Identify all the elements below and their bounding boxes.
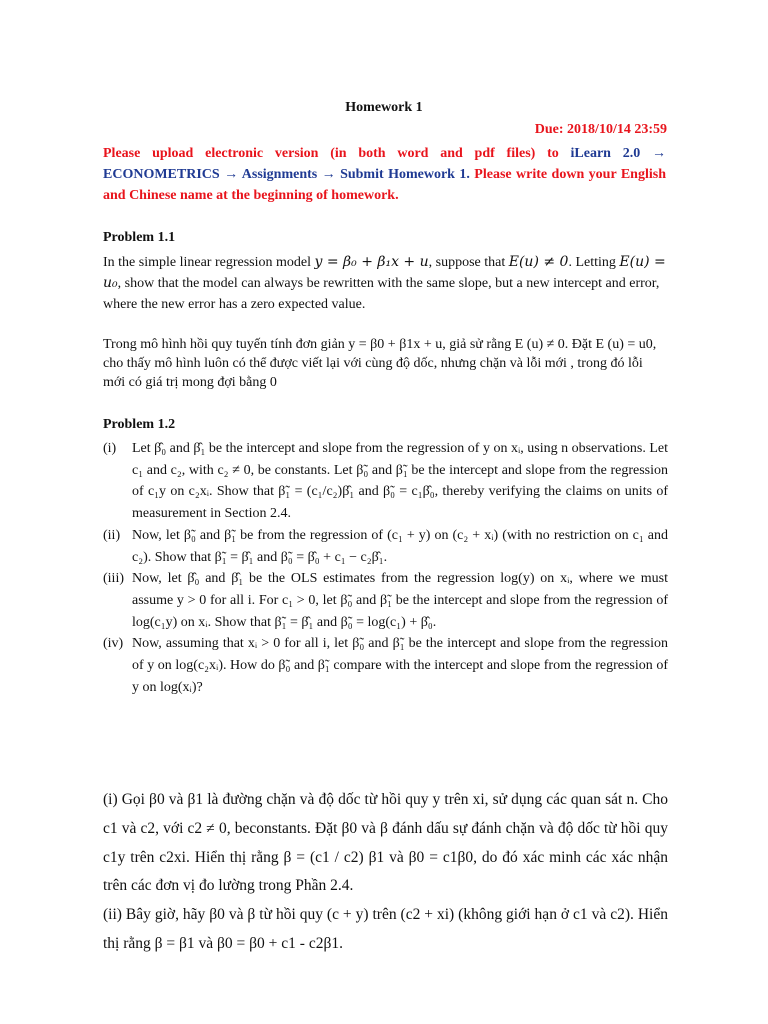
- problem-1-2-heading: Problem 1.2: [103, 417, 176, 432]
- item-text: Now, let β̂₀ and β̂₁ be the OLS estimates from the regression log(y) on xᵢ, where we must assume y > 0 for all i. For c₁ > 0, let β̃₀ and β̃₁ be the intercept and slope from the regression of log(c₁y) on xᵢ. Show that β̃₁ = β̂₁ and β̃₀ = log(c₁) + β̂₀.: [132, 571, 668, 630]
- p11-text-c: . Letting: [568, 255, 620, 270]
- p11-text-a: In the simple linear regression model: [103, 255, 315, 270]
- list-item: [103, 568, 668, 633]
- item-text: Let β̂₀ and β̂₁ be the intercept and slope from the regression of y on xᵢ, using n observations. Let c₁ and c₂, with c₂ ≠ 0, be constants. Let β̃₀ and β̃₁ be the intercept and slope from the regression of c₁y on c₂xᵢ. Show that β̃₁ = (c₁/c₂)β̂₁ and β̃₀ = c₁β̂₀, thereby verifying the claims on units of measurement in Section 2.4.: [132, 441, 668, 522]
- problem-1-2-list: [103, 438, 668, 698]
- vietnamese-paragraph-1: (i) Gọi β0 và β1 là đường chặn và độ dốc từ hồi quy y trên xi, sử dụng các quan sát n. Cho c1 và c2, với c2 ≠ 0, beconstants. Đặt β0 và β đánh dấu sự đánh chặn và độ dốc từ hồi quy c1y trên c2xi. Hiển thị rằng β = (c1 / c2) β1 và β0 = c1β0, do đó xác minh các xác nhận trên các đơn vị đo lường trong Phần 2.4.: [103, 791, 668, 895]
- item-number: (ii): [103, 527, 121, 543]
- item-text: Now, let β̃₀ and β̃₁ be from the regression of (c₁ + y) on (c₂ + xᵢ) (with no restriction on c₁ and c₂). Show that β̃₁ = β̂₁ and β̃₀ = β̂₀ + c₁ − c₂β̂₁.: [132, 527, 668, 565]
- problem-1-2-vietnamese: [103, 786, 668, 959]
- p11-equation-eu: E(u) ≠ 0: [508, 254, 569, 270]
- list-item: [103, 633, 668, 698]
- p11-equation-model: y = β₀ + β₁x + u: [314, 254, 429, 270]
- vietnamese-paragraph-2: (ii) Bây giờ, hãy β0 và β từ hồi quy (c + y) trên (c2 + xi) (không giới hạn ở c1 và c2). Hiển thị rằng β = β1 và β0 = β0 + c1 - c2β1.: [103, 906, 668, 952]
- upload-notice: [103, 143, 666, 206]
- due-date: Due: 2018/10/14 23:59: [534, 122, 667, 137]
- item-number: (i): [103, 441, 117, 456]
- notice-text-1: Please upload electronic version (in both word and pdf files) to: [103, 146, 571, 161]
- list-item: [103, 438, 668, 525]
- list-item: [103, 525, 668, 568]
- item-text: Now, assuming that xᵢ > 0 for all i, let β̃₀ and β̃₁ be the intercept and slope from the regression of y on log(c₂xᵢ). How do β̃₀ and β̃₁ compare with the intercept and slope from the regression of y on log(xᵢ)?: [132, 636, 668, 695]
- problem-1-1-heading: Problem 1.1: [103, 230, 176, 245]
- notice-text-2: Please write down your English and Chinese name at the beginning of homework.: [103, 167, 666, 203]
- p11-text-d: , show that the model can always be rewritten with the same slope, but a new intercept and error, where the new error has a zero expected value.: [103, 276, 660, 312]
- problem-1-1-vietnamese: Trong mô hình hồi quy tuyến tính đơn giản y = β0 + β1x + u, giả sử rằng E (u) ≠ 0. Đặt E (u) = u0, cho thấy mô hình luôn có thể được viết lại với cùng độ dốc, nhưng chặn và lỗi mới , trong đó lỗi mới có giá trị mong đợi bằng 0: [103, 337, 657, 390]
- item-number: (iii): [103, 571, 124, 587]
- p11-text-b: , suppose that: [428, 255, 509, 270]
- problem-1-1-text: [103, 252, 668, 315]
- item-number: (iv): [103, 636, 124, 652]
- p11-equation-u0: E(u) = u₀: [103, 254, 666, 291]
- page-title: Homework 1: [345, 100, 423, 115]
- submission-path: iLearn 2.0 → ECONOMETRICS → Assignments → Submit Homework 1: [103, 146, 666, 182]
- notice-period: .: [466, 167, 470, 182]
